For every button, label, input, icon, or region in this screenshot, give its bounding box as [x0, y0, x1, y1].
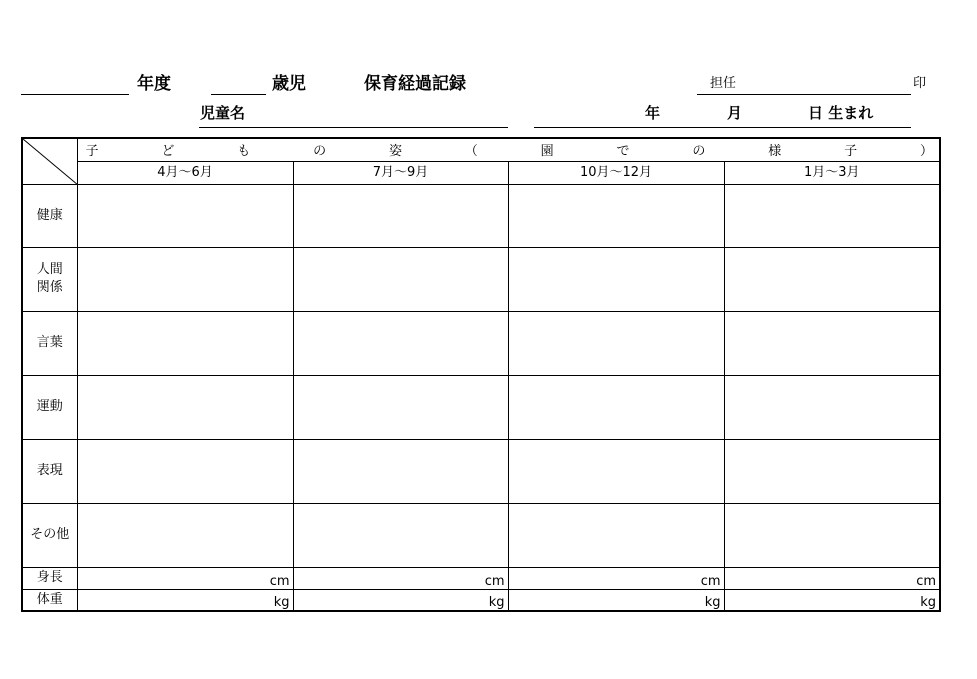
category-row — [22, 375, 940, 439]
heading-char: ） — [919, 144, 933, 160]
record-cell[interactable] — [293, 311, 508, 375]
heading-char: で — [616, 144, 630, 160]
record-cell[interactable] — [724, 503, 940, 567]
record-cell[interactable] — [77, 439, 293, 503]
record-cell[interactable] — [293, 503, 508, 567]
year-blank-line[interactable] — [21, 94, 129, 95]
height-label: 身長 — [22, 567, 77, 589]
weight-cell-4[interactable]: kg — [724, 589, 940, 611]
category-label — [22, 375, 77, 439]
birth-day-label: 日 生まれ — [808, 104, 874, 122]
record-cell[interactable] — [724, 439, 940, 503]
year-label: 年度 — [137, 74, 171, 94]
record-cell[interactable] — [724, 311, 940, 375]
weight-cell-1[interactable]: kg — [77, 589, 293, 611]
period-header-4: 1月～3月 — [724, 161, 940, 184]
record-cell[interactable] — [77, 375, 293, 439]
diagonal-line — [23, 139, 78, 185]
category-row — [22, 503, 940, 567]
height-cell-4[interactable]: cm — [724, 567, 940, 589]
category-label-line: その他 — [30, 527, 70, 542]
category-row — [22, 439, 940, 503]
category-row — [22, 184, 940, 247]
heading-char: 園 — [540, 144, 554, 160]
category-label — [22, 503, 77, 567]
section-heading — [77, 138, 940, 161]
record-cell[interactable] — [724, 184, 940, 247]
age-blank-line[interactable] — [211, 94, 266, 95]
birthdate-line[interactable] — [534, 127, 911, 128]
document-title: 保育経過記録 — [364, 74, 466, 94]
heading-char: 様 — [768, 144, 782, 160]
category-label — [22, 247, 77, 311]
weight-cell-3[interactable]: kg — [508, 589, 724, 611]
record-table — [21, 137, 941, 612]
height-cell-2[interactable]: cm — [293, 567, 508, 589]
seal-label: 印 — [913, 76, 927, 91]
record-cell[interactable] — [508, 439, 724, 503]
record-cell[interactable] — [724, 247, 940, 311]
record-cell[interactable] — [77, 311, 293, 375]
child-name-label: 児童名 — [200, 104, 246, 122]
heading-char: の — [692, 144, 706, 160]
period-header-1: 4月～6月 — [77, 161, 293, 184]
heading-char: 子 — [85, 144, 99, 160]
category-label — [22, 439, 77, 503]
teacher-line[interactable] — [697, 94, 911, 95]
record-cell[interactable] — [508, 184, 724, 247]
period-header-2: 7月～9月 — [293, 161, 508, 184]
category-label — [22, 184, 77, 247]
category-row — [22, 311, 940, 375]
height-cell-3[interactable]: cm — [508, 567, 724, 589]
record-cell[interactable] — [77, 503, 293, 567]
category-label-line: 人間 — [36, 262, 63, 277]
teacher-label: 担任 — [710, 76, 737, 91]
record-cell[interactable] — [77, 184, 293, 247]
heading-char: も — [237, 144, 251, 160]
category-label — [22, 311, 77, 375]
category-label-line: 関係 — [36, 280, 63, 295]
period-header-3: 10月～12月 — [508, 161, 724, 184]
heading-char: （ — [464, 144, 478, 160]
heading-char: ど — [161, 144, 175, 160]
record-cell[interactable] — [508, 247, 724, 311]
birth-month-label: 月 — [727, 104, 743, 122]
record-cell[interactable] — [293, 184, 508, 247]
category-label-line: 言葉 — [36, 335, 63, 350]
record-cell[interactable] — [293, 247, 508, 311]
category-label-line: 運動 — [36, 399, 63, 414]
heading-char: の — [313, 144, 327, 160]
category-row — [22, 247, 940, 311]
height-cell-1[interactable]: cm — [77, 567, 293, 589]
birth-year-label: 年 — [645, 104, 661, 122]
weight-label: 体重 — [22, 589, 77, 611]
record-cell[interactable] — [293, 375, 508, 439]
age-label: 歳児 — [272, 74, 306, 94]
child-name-line[interactable] — [199, 127, 508, 128]
record-cell[interactable] — [508, 375, 724, 439]
corner-cell — [22, 138, 77, 184]
category-label-line: 表現 — [36, 463, 63, 478]
record-cell[interactable] — [293, 439, 508, 503]
heading-char: 子 — [844, 144, 858, 160]
heading-char: 姿 — [388, 144, 402, 160]
category-label-line: 健康 — [36, 207, 63, 223]
record-cell[interactable] — [77, 247, 293, 311]
record-cell[interactable] — [724, 375, 940, 439]
record-cell[interactable] — [508, 503, 724, 567]
weight-cell-2[interactable]: kg — [293, 589, 508, 611]
record-cell[interactable] — [508, 311, 724, 375]
